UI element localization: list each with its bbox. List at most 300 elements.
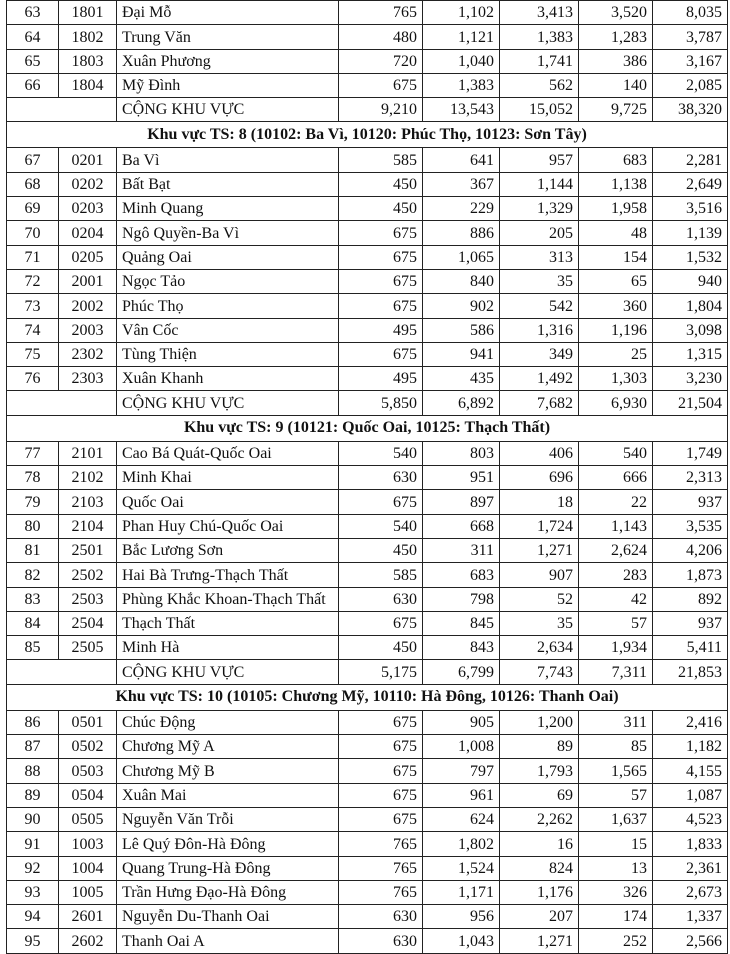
school-code: 1003 (59, 832, 117, 856)
value-col-5: 1,087 (653, 783, 728, 807)
value-col-1: 675 (339, 245, 423, 269)
school-code: 0502 (59, 735, 117, 759)
school-code: 2504 (59, 611, 117, 635)
value-col-4: 540 (579, 441, 653, 465)
value-col-4: 386 (579, 49, 653, 73)
table-row (7, 197, 728, 221)
school-code: 2302 (59, 342, 117, 366)
table-row (7, 25, 728, 49)
school-name: Chương Mỹ B (117, 759, 339, 783)
value-col-5: 4,206 (653, 538, 728, 562)
value-col-1: 675 (339, 490, 423, 514)
school-name: Thạch Thất (117, 611, 339, 635)
value-col-4: 3,520 (579, 1, 653, 25)
value-col-1: 675 (339, 611, 423, 635)
value-col-4: 1,283 (579, 25, 653, 49)
value-col-3: 2,262 (500, 807, 579, 831)
row-number: 64 (7, 25, 59, 49)
value-col-3: 207 (500, 905, 579, 929)
school-name: Nguyễn Văn Trỗi (117, 807, 339, 831)
value-col-2: 951 (423, 466, 500, 490)
school-name: Phan Huy Chú-Quốc Oai (117, 514, 339, 538)
value-col-3: 824 (500, 856, 579, 880)
value-col-2: 1,008 (423, 735, 500, 759)
total-label: CỘNG KHU VỰC (117, 391, 339, 415)
row-number: 80 (7, 514, 59, 538)
value-col-4: 57 (579, 611, 653, 635)
school-name: Thanh Oai A (117, 929, 339, 953)
value-col-5: 940 (653, 269, 728, 293)
row-number: 74 (7, 318, 59, 342)
school-name: Xuân Mai (117, 783, 339, 807)
table-row (7, 49, 728, 73)
value-col-1: 450 (339, 538, 423, 562)
value-col-1: 765 (339, 856, 423, 880)
total-col-3: 15,052 (500, 98, 579, 122)
value-col-5: 937 (653, 611, 728, 635)
section-header-row (7, 684, 728, 710)
table-row (7, 856, 728, 880)
value-col-4: 2,624 (579, 538, 653, 562)
section-header: Khu vực TS: 8 (10102: Ba Vì, 10120: Phúc Thọ, 10123: Sơn Tây) (7, 122, 728, 148)
value-col-2: 367 (423, 172, 500, 196)
school-name: Quốc Oai (117, 490, 339, 514)
table-row (7, 466, 728, 490)
value-col-2: 311 (423, 538, 500, 562)
section-header-row (7, 122, 728, 148)
school-code: 1801 (59, 1, 117, 25)
enrollment-table (6, 0, 728, 954)
total-col-2: 13,543 (423, 98, 500, 122)
value-col-3: 1,741 (500, 49, 579, 73)
empty-cell (7, 98, 117, 122)
value-col-1: 675 (339, 221, 423, 245)
table-row (7, 563, 728, 587)
value-col-3: 1,144 (500, 172, 579, 196)
table-row (7, 342, 728, 366)
school-code: 2601 (59, 905, 117, 929)
school-code: 0204 (59, 221, 117, 245)
school-code: 0501 (59, 710, 117, 734)
value-col-2: 897 (423, 490, 500, 514)
value-col-4: 174 (579, 905, 653, 929)
total-col-3: 7,682 (500, 391, 579, 415)
row-number: 88 (7, 759, 59, 783)
value-col-3: 2,634 (500, 636, 579, 660)
school-code: 2104 (59, 514, 117, 538)
value-col-5: 2,313 (653, 466, 728, 490)
value-col-4: 15 (579, 832, 653, 856)
total-col-1: 5,850 (339, 391, 423, 415)
row-number: 86 (7, 710, 59, 734)
value-col-3: 3,413 (500, 1, 579, 25)
table-row (7, 221, 728, 245)
row-number: 67 (7, 148, 59, 172)
school-code: 2101 (59, 441, 117, 465)
value-col-2: 845 (423, 611, 500, 635)
value-col-3: 1,492 (500, 367, 579, 391)
table-row (7, 538, 728, 562)
total-col-2: 6,892 (423, 391, 500, 415)
value-col-5: 8,035 (653, 1, 728, 25)
row-number: 90 (7, 807, 59, 831)
value-col-2: 1,383 (423, 73, 500, 97)
row-number: 76 (7, 367, 59, 391)
value-col-4: 1,958 (579, 197, 653, 221)
row-number: 95 (7, 929, 59, 953)
value-col-3: 696 (500, 466, 579, 490)
section-header-row (7, 415, 728, 441)
value-col-2: 840 (423, 269, 500, 293)
value-col-4: 1,934 (579, 636, 653, 660)
value-col-5: 2,361 (653, 856, 728, 880)
table-row (7, 880, 728, 904)
row-number: 79 (7, 490, 59, 514)
school-code: 2002 (59, 294, 117, 318)
school-name: Cao Bá Quát-Quốc Oai (117, 441, 339, 465)
total-col-5: 38,320 (653, 98, 728, 122)
section-header: Khu vực TS: 10 (10105: Chương Mỹ, 10110: Hà Đông, 10126: Thanh Oai) (7, 684, 728, 710)
value-col-4: 65 (579, 269, 653, 293)
value-col-5: 4,155 (653, 759, 728, 783)
value-col-2: 624 (423, 807, 500, 831)
value-col-4: 57 (579, 783, 653, 807)
school-name: Xuân Khanh (117, 367, 339, 391)
value-col-2: 1,121 (423, 25, 500, 49)
school-name: Trung Văn (117, 25, 339, 49)
value-col-1: 765 (339, 1, 423, 25)
table-row (7, 245, 728, 269)
table-row (7, 172, 728, 196)
value-col-4: 154 (579, 245, 653, 269)
total-col-4: 7,311 (579, 660, 653, 684)
value-col-4: 140 (579, 73, 653, 97)
value-col-5: 4,523 (653, 807, 728, 831)
value-col-1: 630 (339, 466, 423, 490)
value-col-2: 1,524 (423, 856, 500, 880)
value-col-1: 675 (339, 783, 423, 807)
value-col-2: 941 (423, 342, 500, 366)
value-col-1: 450 (339, 197, 423, 221)
value-col-1: 450 (339, 636, 423, 660)
row-number: 92 (7, 856, 59, 880)
value-col-3: 1,200 (500, 710, 579, 734)
value-col-1: 675 (339, 294, 423, 318)
school-code: 0505 (59, 807, 117, 831)
value-col-1: 630 (339, 587, 423, 611)
value-col-3: 35 (500, 611, 579, 635)
row-number: 72 (7, 269, 59, 293)
school-code: 2602 (59, 929, 117, 953)
value-col-5: 2,416 (653, 710, 728, 734)
table-row (7, 318, 728, 342)
value-col-3: 1,316 (500, 318, 579, 342)
row-number: 81 (7, 538, 59, 562)
value-col-5: 2,085 (653, 73, 728, 97)
row-number: 91 (7, 832, 59, 856)
value-col-5: 1,873 (653, 563, 728, 587)
value-col-5: 5,411 (653, 636, 728, 660)
school-code: 2502 (59, 563, 117, 587)
value-col-1: 675 (339, 735, 423, 759)
table-row (7, 514, 728, 538)
section-header: Khu vực TS: 9 (10121: Quốc Oai, 10125: Thạch Thất) (7, 415, 728, 441)
table-row (7, 611, 728, 635)
school-code: 1803 (59, 49, 117, 73)
value-col-1: 495 (339, 318, 423, 342)
school-code: 2303 (59, 367, 117, 391)
value-col-5: 1,804 (653, 294, 728, 318)
total-col-4: 6,930 (579, 391, 653, 415)
table-row (7, 759, 728, 783)
row-number: 89 (7, 783, 59, 807)
table-row (7, 367, 728, 391)
empty-cell (7, 391, 117, 415)
table-body (7, 1, 728, 954)
school-code: 2103 (59, 490, 117, 514)
school-code: 1004 (59, 856, 117, 880)
school-name: Hai Bà Trưng-Thạch Thất (117, 563, 339, 587)
total-row (7, 98, 728, 122)
value-col-5: 3,516 (653, 197, 728, 221)
value-col-1: 630 (339, 929, 423, 953)
value-col-1: 540 (339, 514, 423, 538)
school-code: 1804 (59, 73, 117, 97)
value-col-1: 720 (339, 49, 423, 73)
school-name: Tùng Thiện (117, 342, 339, 366)
total-col-5: 21,853 (653, 660, 728, 684)
total-label: CỘNG KHU VỰC (117, 660, 339, 684)
school-name: Xuân Phương (117, 49, 339, 73)
value-col-1: 450 (339, 172, 423, 196)
table-row (7, 710, 728, 734)
row-number: 85 (7, 636, 59, 660)
row-number: 71 (7, 245, 59, 269)
row-number: 78 (7, 466, 59, 490)
value-col-3: 1,793 (500, 759, 579, 783)
value-col-2: 683 (423, 563, 500, 587)
value-col-4: 42 (579, 587, 653, 611)
total-row (7, 660, 728, 684)
value-col-4: 283 (579, 563, 653, 587)
value-col-5: 3,167 (653, 49, 728, 73)
school-name: Quang Trung-Hà Đông (117, 856, 339, 880)
table-row (7, 636, 728, 660)
table-row (7, 905, 728, 929)
value-col-3: 313 (500, 245, 579, 269)
value-col-2: 956 (423, 905, 500, 929)
value-col-2: 1,102 (423, 1, 500, 25)
value-col-2: 902 (423, 294, 500, 318)
value-col-2: 668 (423, 514, 500, 538)
value-col-3: 1,724 (500, 514, 579, 538)
value-col-3: 542 (500, 294, 579, 318)
table-row (7, 587, 728, 611)
table-row (7, 490, 728, 514)
school-code: 0203 (59, 197, 117, 221)
value-col-5: 1,337 (653, 905, 728, 929)
value-col-1: 675 (339, 342, 423, 366)
value-col-1: 675 (339, 73, 423, 97)
value-col-1: 585 (339, 563, 423, 587)
total-col-5: 21,504 (653, 391, 728, 415)
value-col-2: 1,040 (423, 49, 500, 73)
value-col-4: 48 (579, 221, 653, 245)
school-name: Nguyễn Du-Thanh Oai (117, 905, 339, 929)
row-number: 84 (7, 611, 59, 635)
school-name: Lê Quý Đôn-Hà Đông (117, 832, 339, 856)
value-col-2: 1,043 (423, 929, 500, 953)
table-row (7, 783, 728, 807)
value-col-2: 641 (423, 148, 500, 172)
total-col-1: 5,175 (339, 660, 423, 684)
table-row (7, 441, 728, 465)
row-number: 83 (7, 587, 59, 611)
value-col-1: 765 (339, 832, 423, 856)
value-col-5: 3,787 (653, 25, 728, 49)
value-col-1: 495 (339, 367, 423, 391)
school-name: Trần Hưng Đạo-Hà Đông (117, 880, 339, 904)
value-col-4: 360 (579, 294, 653, 318)
school-name: Phùng Khắc Khoan-Thạch Thất (117, 587, 339, 611)
value-col-5: 3,535 (653, 514, 728, 538)
school-code: 2001 (59, 269, 117, 293)
value-col-1: 675 (339, 710, 423, 734)
value-col-4: 311 (579, 710, 653, 734)
school-code: 0503 (59, 759, 117, 783)
value-col-1: 675 (339, 759, 423, 783)
value-col-2: 435 (423, 367, 500, 391)
value-col-3: 1,271 (500, 538, 579, 562)
row-number: 77 (7, 441, 59, 465)
value-col-4: 683 (579, 148, 653, 172)
row-number: 65 (7, 49, 59, 73)
value-col-2: 586 (423, 318, 500, 342)
value-col-5: 937 (653, 490, 728, 514)
total-row (7, 391, 728, 415)
value-col-4: 22 (579, 490, 653, 514)
school-name: Ngô Quyền-Ba Vì (117, 221, 339, 245)
school-code: 2003 (59, 318, 117, 342)
school-name: Bất Bạt (117, 172, 339, 196)
value-col-2: 803 (423, 441, 500, 465)
value-col-4: 1,565 (579, 759, 653, 783)
total-label: CỘNG KHU VỰC (117, 98, 339, 122)
total-col-3: 7,743 (500, 660, 579, 684)
value-col-5: 3,230 (653, 367, 728, 391)
row-number: 68 (7, 172, 59, 196)
table-row (7, 735, 728, 759)
school-name: Chúc Động (117, 710, 339, 734)
row-number: 75 (7, 342, 59, 366)
total-col-4: 9,725 (579, 98, 653, 122)
value-col-4: 85 (579, 735, 653, 759)
value-col-5: 1,833 (653, 832, 728, 856)
value-col-3: 1,329 (500, 197, 579, 221)
school-name: Chương Mỹ A (117, 735, 339, 759)
value-col-3: 349 (500, 342, 579, 366)
value-col-3: 1,176 (500, 880, 579, 904)
school-name: Minh Hà (117, 636, 339, 660)
value-col-5: 3,098 (653, 318, 728, 342)
value-col-3: 69 (500, 783, 579, 807)
value-col-4: 1,637 (579, 807, 653, 831)
value-col-3: 406 (500, 441, 579, 465)
value-col-5: 2,281 (653, 148, 728, 172)
total-col-1: 9,210 (339, 98, 423, 122)
row-number: 70 (7, 221, 59, 245)
value-col-5: 2,649 (653, 172, 728, 196)
table-row (7, 929, 728, 953)
row-number: 93 (7, 880, 59, 904)
table-row (7, 269, 728, 293)
value-col-2: 229 (423, 197, 500, 221)
value-col-4: 252 (579, 929, 653, 953)
school-name: Đại Mỗ (117, 1, 339, 25)
table-row (7, 294, 728, 318)
row-number: 63 (7, 1, 59, 25)
value-col-1: 585 (339, 148, 423, 172)
value-col-5: 892 (653, 587, 728, 611)
empty-cell (7, 660, 117, 684)
value-col-4: 1,303 (579, 367, 653, 391)
value-col-5: 1,139 (653, 221, 728, 245)
school-code: 2501 (59, 538, 117, 562)
value-col-1: 675 (339, 807, 423, 831)
value-col-3: 35 (500, 269, 579, 293)
school-name: Ngọc Tảo (117, 269, 339, 293)
school-name: Ba Vì (117, 148, 339, 172)
value-col-4: 1,138 (579, 172, 653, 196)
value-col-4: 1,196 (579, 318, 653, 342)
school-code: 1802 (59, 25, 117, 49)
value-col-5: 2,673 (653, 880, 728, 904)
row-number: 87 (7, 735, 59, 759)
table-row (7, 832, 728, 856)
value-col-2: 843 (423, 636, 500, 660)
value-col-3: 1,271 (500, 929, 579, 953)
value-col-2: 1,065 (423, 245, 500, 269)
table-row (7, 148, 728, 172)
table-row (7, 1, 728, 25)
school-name: Mỹ Đình (117, 73, 339, 97)
school-name: Quảng Oai (117, 245, 339, 269)
school-code: 0202 (59, 172, 117, 196)
value-col-1: 630 (339, 905, 423, 929)
school-code: 1005 (59, 880, 117, 904)
value-col-1: 480 (339, 25, 423, 49)
school-name: Vân Cốc (117, 318, 339, 342)
value-col-1: 765 (339, 880, 423, 904)
school-code: 0205 (59, 245, 117, 269)
value-col-3: 907 (500, 563, 579, 587)
value-col-3: 16 (500, 832, 579, 856)
school-name: Minh Khai (117, 466, 339, 490)
value-col-1: 540 (339, 441, 423, 465)
row-number: 82 (7, 563, 59, 587)
value-col-2: 798 (423, 587, 500, 611)
value-col-2: 1,171 (423, 880, 500, 904)
school-name: Minh Quang (117, 197, 339, 221)
value-col-2: 905 (423, 710, 500, 734)
school-name: Phúc Thọ (117, 294, 339, 318)
value-col-3: 205 (500, 221, 579, 245)
table-row (7, 73, 728, 97)
value-col-5: 1,532 (653, 245, 728, 269)
school-name: Bắc Lương Sơn (117, 538, 339, 562)
value-col-4: 25 (579, 342, 653, 366)
value-col-5: 1,182 (653, 735, 728, 759)
